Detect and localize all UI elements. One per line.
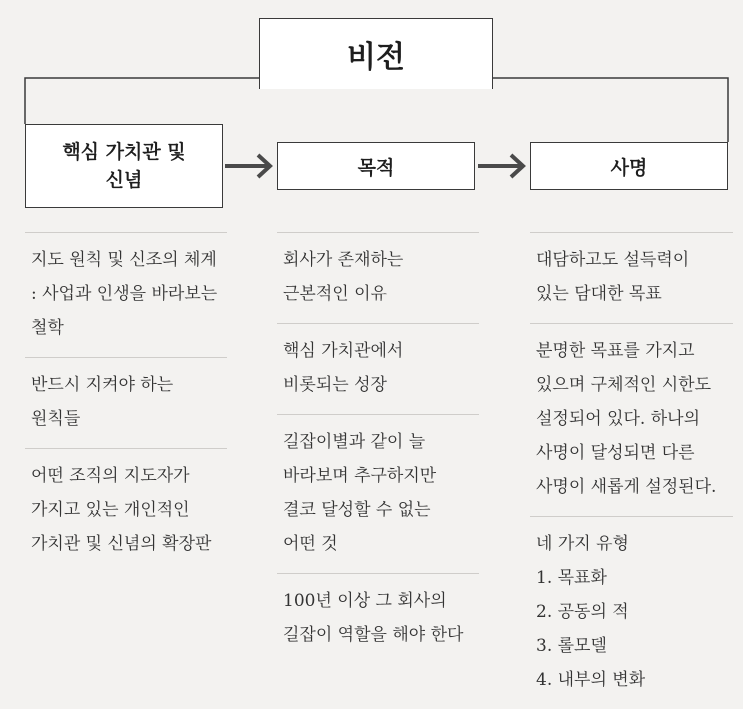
mission-item: 분명한 목표를 가지고 있으며 구체적인 시한도 설정되어 있다. 하나의 사명이 달성되면 다른 사명이 새롭게 설정된다.: [530, 323, 733, 516]
mission-item: 대담하고도 설득력이 있는 담대한 목표: [530, 232, 733, 323]
mission-column: [530, 232, 733, 709]
purpose-item: 100년 이상 그 회사의 길잡이 역할을 해야 한다: [277, 573, 479, 664]
purpose-item: 핵심 가치관에서 비롯되는 성장: [277, 323, 479, 414]
core-values-column: [25, 232, 227, 573]
purpose-label: 목적: [357, 156, 395, 179]
purpose-column: [277, 232, 479, 664]
vision-box: [259, 18, 493, 89]
arrow-core-to-purpose: [225, 155, 270, 177]
purpose-box: [277, 142, 475, 190]
mission-box: [530, 142, 728, 190]
purpose-item: 회사가 존재하는 근본적인 이유: [277, 232, 479, 323]
core-values-item: 지도 원칙 및 신조의 체계 : 사업과 인생을 바라보는 철학: [25, 232, 227, 357]
vision-frame-line: [25, 78, 259, 124]
core-values-box: [25, 124, 223, 208]
vision-frame-line-right: [493, 78, 728, 142]
core-values-item: 어떤 조직의 지도자가 가지고 있는 개인적인 가치관 및 신념의 확장판: [25, 448, 227, 573]
arrow-purpose-to-mission: [478, 155, 523, 177]
core-values-label: 핵심 가치관 및 신념: [62, 141, 186, 191]
mission-item: 네 가지 유형 1. 목표화 2. 공동의 적 3. 롤모델 4. 내부의 변화: [530, 516, 733, 709]
mission-label: 사명: [610, 156, 648, 179]
purpose-item: 길잡이별과 같이 늘 바라보며 추구하지만 결코 달성할 수 없는 어떤 것: [277, 414, 479, 573]
core-values-item: 반드시 지켜야 하는 원칙들: [25, 357, 227, 448]
vision-label: 비전: [347, 40, 405, 75]
